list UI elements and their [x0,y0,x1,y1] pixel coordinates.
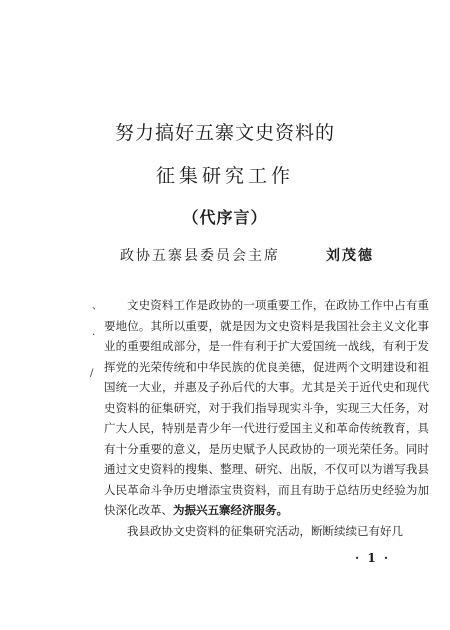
title-line-2: 征集研究工作 [155,165,294,187]
scan-mark: · [92,330,96,341]
body-text [104,295,429,541]
paragraph-1 [104,295,429,521]
scan-mark: / [90,368,94,379]
paragraph-1-bold-text: 为振兴五寨经济服务。 [173,503,288,517]
title-line-1: 努力搞好五寨文史资料的 [114,122,335,144]
page-number: · 1 · [355,551,391,565]
scan-mark: 、 [92,301,102,312]
byline-author: 刘茂德 [326,248,374,264]
byline-organization: 政协五寨县委员会主席 [120,248,280,264]
paragraph-1-text: 文史资料工作是政协的一项重要工作，在政协工作中占有重要地位。其所以重要，就是因为文史资料是我国社会主义文化事业的重要组成部分，是一件有利于扩大爱国统一战线，有利于发挥党的光荣传统和中华民族的优良美德，促进两个文明建设和祖国统一大业，并惠及子孙后代的大事。尤其是关于近代史和现代史资料的征集研究，对于我们指导现实斗争，实现三大任务，对广大人民，特别是青少年一代进行爱国主义和革命传统教育，具有十分重要的意义，是历史赋予人民政协的一项光荣任务。同时通过文史资料的搜集、整理、研究、出版，不仅可以为谱写我县人民革命斗争历史增添宝贵资料，而且有助于总结历史经验为加快深化改革、 [104,298,429,517]
paragraph-2: 我县政协文史资料的征集研究活动，断断续续已有好几 [127,523,403,538]
subtitle: （代序言） [182,208,268,227]
